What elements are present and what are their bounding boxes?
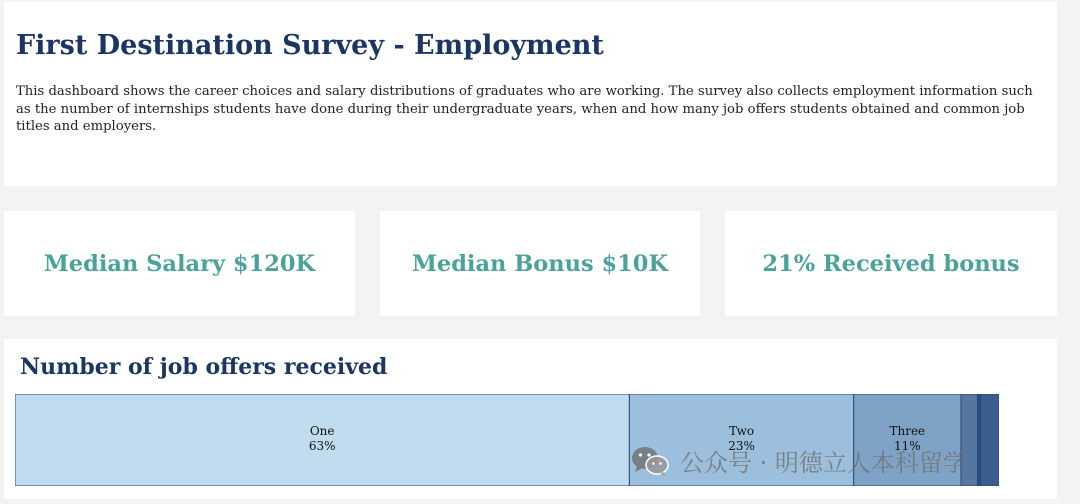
kpi-median-bonus — [380, 211, 700, 316]
dashboard-description: This dashboard shows the career choices and salary distributions of graduates who are working. The survey also collects employment information such as the number of internships students have done during their undergraduate years, when and how many job offers students obtained and common job titles and employers. — [16, 84, 1033, 134]
kpi-received-bonus — [725, 211, 1057, 316]
kpi-median-salary-label: Median Salary $120K — [43, 250, 316, 277]
page-title: First Destination Survey - Employment — [16, 30, 604, 61]
wechat-icon — [630, 445, 670, 477]
intro-card — [4, 2, 1057, 186]
bar-percent-label: 11% — [893, 439, 921, 453]
kpi-median-bonus-label: Median Bonus $10K — [411, 250, 669, 277]
kpi-received-bonus-label: 21% Received bonus — [762, 250, 1020, 277]
bar-percent-label: 23% — [728, 439, 755, 453]
bar-category-label: One — [309, 424, 335, 438]
bar-category-label: Three — [889, 424, 926, 438]
watermark-text: 公众号 · 明德立人本科留学 — [680, 449, 967, 477]
bar-segment-other-5[interactable] — [980, 394, 999, 486]
bar-percent-label: 63% — [308, 439, 336, 453]
watermark — [630, 443, 967, 478]
job-offers-title: Number of job offers received — [20, 354, 388, 380]
bar-category-label: Two — [729, 424, 755, 438]
kpi-median-salary — [4, 211, 355, 316]
